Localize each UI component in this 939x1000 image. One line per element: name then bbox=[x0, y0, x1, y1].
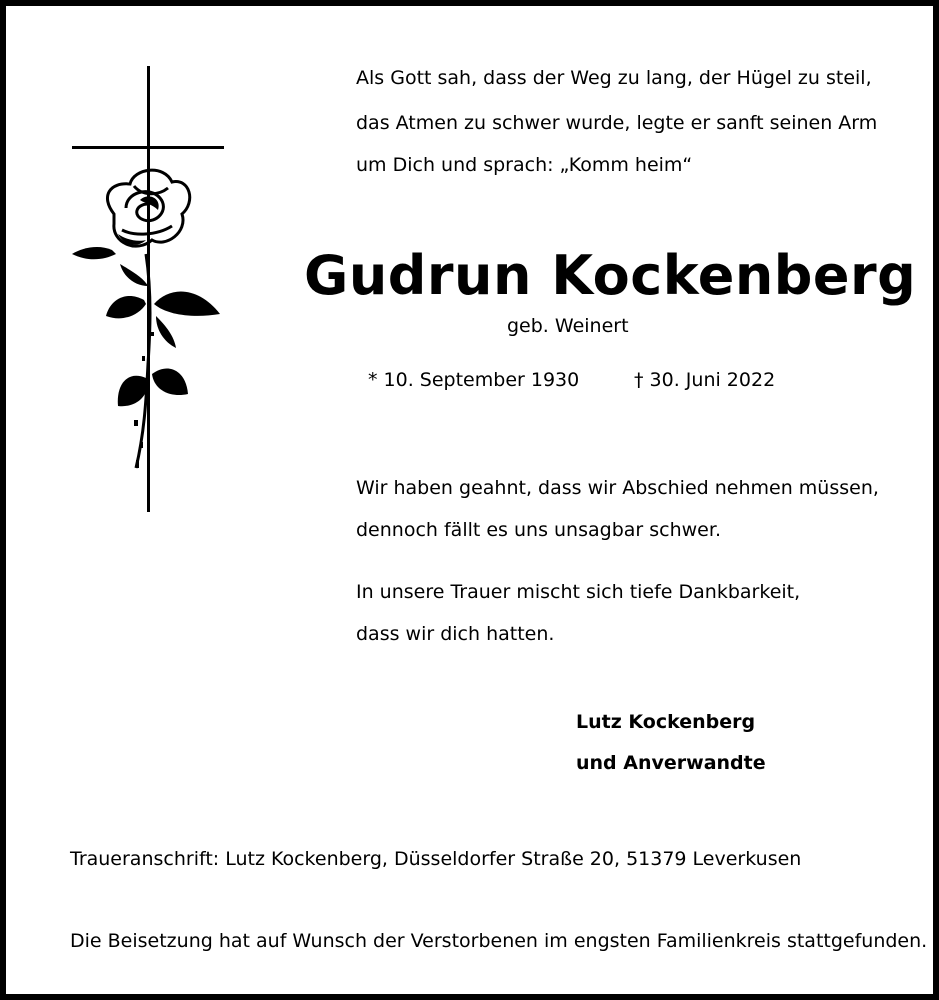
birth-date: * 10. September 1930 bbox=[368, 369, 580, 391]
deceased-name: Gudrun Kockenberg bbox=[304, 244, 917, 307]
death-date: † 30. Juni 2022 bbox=[634, 369, 776, 391]
verse-line: das Atmen zu schwer wurde, legte er sanft seinen Arm bbox=[356, 112, 878, 134]
mourning-address: Traueranschrift: Lutz Kockenberg, Düsseldorfer Straße 20, 51379 Leverkusen bbox=[70, 848, 802, 870]
signer-name: Lutz Kockenberg bbox=[576, 711, 756, 733]
maiden-name: geb. Weinert bbox=[507, 315, 629, 337]
signer-relatives: und Anverwandte bbox=[576, 752, 766, 774]
farewell-line: dennoch fällt es uns unsagbar schwer. bbox=[356, 519, 721, 541]
verse-line: Als Gott sah, dass der Weg zu lang, der Hügel zu steil, bbox=[356, 67, 872, 89]
cross-with-rose-icon bbox=[64, 64, 234, 516]
farewell-line: Wir haben geahnt, dass wir Abschied nehmen müssen, bbox=[356, 477, 879, 499]
gratitude-line: In unsere Trauer mischt sich tiefe Dankbarkeit, bbox=[356, 581, 801, 603]
verse-line: um Dich und sprach: „Komm heim“ bbox=[356, 154, 693, 176]
gratitude-line: dass wir dich hatten. bbox=[356, 623, 555, 645]
burial-note: Die Beisetzung hat auf Wunsch der Verstorbenen im engsten Familienkreis stattgefunden. bbox=[70, 930, 928, 952]
